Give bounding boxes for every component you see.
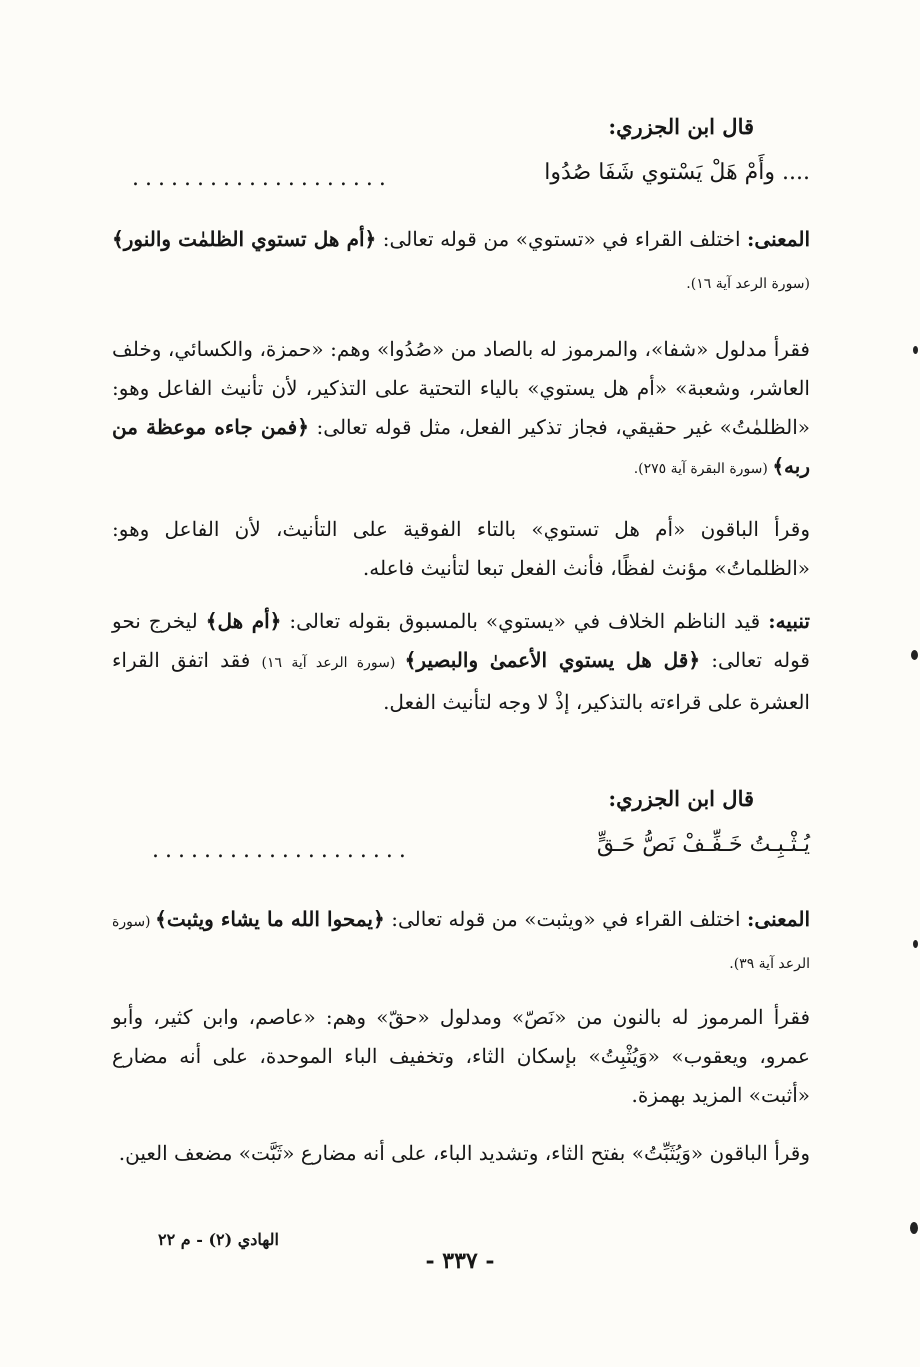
note-text: قيد الناظم الخلاف في «يستوي» بالمسبوق بقوله تعالى: [281, 609, 769, 633]
meaning-label: المعنى: [747, 227, 810, 251]
surah-reference: (سورة الرعد آية ١٦) [261, 655, 405, 671]
section-1-paragraph-meaning [112, 220, 810, 304]
quran-quote: ﴿أم هل تستوي الظلمٰت والنور﴾ [112, 227, 377, 251]
section-1-verse-line [112, 160, 810, 200]
meaning-text: اختلف القراء في «تستوي» من قوله تعالى: [376, 227, 748, 251]
section-2-verse-dots: .................... [152, 838, 412, 863]
section-1-verse-dots: .................... [132, 166, 392, 191]
section-1-paragraph-note [112, 602, 810, 722]
paragraph-text: فقرأ مدلول «شفا»، والمرموز له بالصاد من «صُدُوا» وهم: «حمزة، والكسائي، وخلف العاشر، وشعبة» «أم هل يستوي» بالياء التحتية على التذكير، لأن تأنيث الفاعل وهو: «الظلمٰتُ» غير حقيقي، فجاز تذكير الفعل، مثل قوله تعالى: [112, 337, 810, 439]
quran-quote: ﴿أم هل﴾ [205, 609, 282, 633]
surah-reference: (سورة البقرة آية ٢٧٥). [633, 461, 773, 477]
section-2-verse: يُـثْـبِـتُ خَـفِّـفْ نَصُّ حَـقٍّ [596, 832, 810, 857]
section-2-verse-line [112, 832, 810, 872]
section-2-paragraph-meaning [112, 900, 810, 984]
note-label: تنبيه: [768, 609, 810, 633]
section-2-paragraph-reading-1: فقرأ المرموز له بالنون من «نَصّ» ومدلول «حقّ» وهم: «عاصم، وابن كثير، وأبو عمرو، ويعقوب» «وَيُثْبِتُ» بإسكان الثاء، وتخفيف الباء الموحدة، على أنه مضارع «أثبت» المزيد بهمزة. [112, 1005, 810, 1107]
scan-mark [913, 940, 918, 948]
section-1-verse: .... وأَمْ هَلْ يَسْتوي شَفَا صُدُوا [544, 160, 810, 185]
note-text: فقد اتفق القراء العشرة على قراءته بالتذكير، إذْ لا وجه لتأنيث الفعل. [112, 648, 810, 714]
quran-quote: ﴿فمن جاءه موعظة من ربه﴾ [112, 415, 810, 478]
footer-book-title: الهادي (٢) - م ٢٢ [158, 1230, 279, 1249]
page-number: - ٣٣٧ - [425, 1248, 495, 1274]
surah-reference: (سورة الرعد آية ١٦). [686, 276, 810, 292]
section-1-paragraph-reading-1 [112, 330, 810, 489]
section-1-heading: قال ابن الجزري: [608, 114, 754, 139]
surah-reference: (سورة الرعد آية ٣٩). [112, 914, 810, 972]
meaning-text: اختلف القراء في «ويثبت» من قوله تعالى: [384, 907, 748, 931]
scan-mark [911, 650, 918, 660]
scan-mark [910, 1222, 918, 1234]
section-2-heading: قال ابن الجزري: [608, 786, 754, 811]
quran-quote: ﴿يمحوا الله ما يشاء ويثبت﴾ [155, 907, 385, 931]
section-2-paragraph-reading-2: وقرأ الباقون «وَيُثَبِّتُ» بفتح الثاء، وتشديد الباء، على أنه مضارع «ثَبَّت» مضعف العين. [118, 1141, 810, 1165]
quran-quote: ﴿قل هل يستوي الأعمىٰ والبصير﴾ [404, 648, 701, 672]
scan-mark [913, 346, 918, 354]
meaning-label: المعنى: [747, 907, 810, 931]
section-1-paragraph-reading-2: وقرأ الباقون «أم هل تستوي» بالتاء الفوقية على التأنيث، لأن الفاعل وهو: «الظلماتُ» مؤنث لفظًا، فأنث الفعل تبعا لتأنيث فاعله. [112, 517, 810, 580]
note-text: ليخرج نحو قوله تعالى: [112, 609, 810, 672]
